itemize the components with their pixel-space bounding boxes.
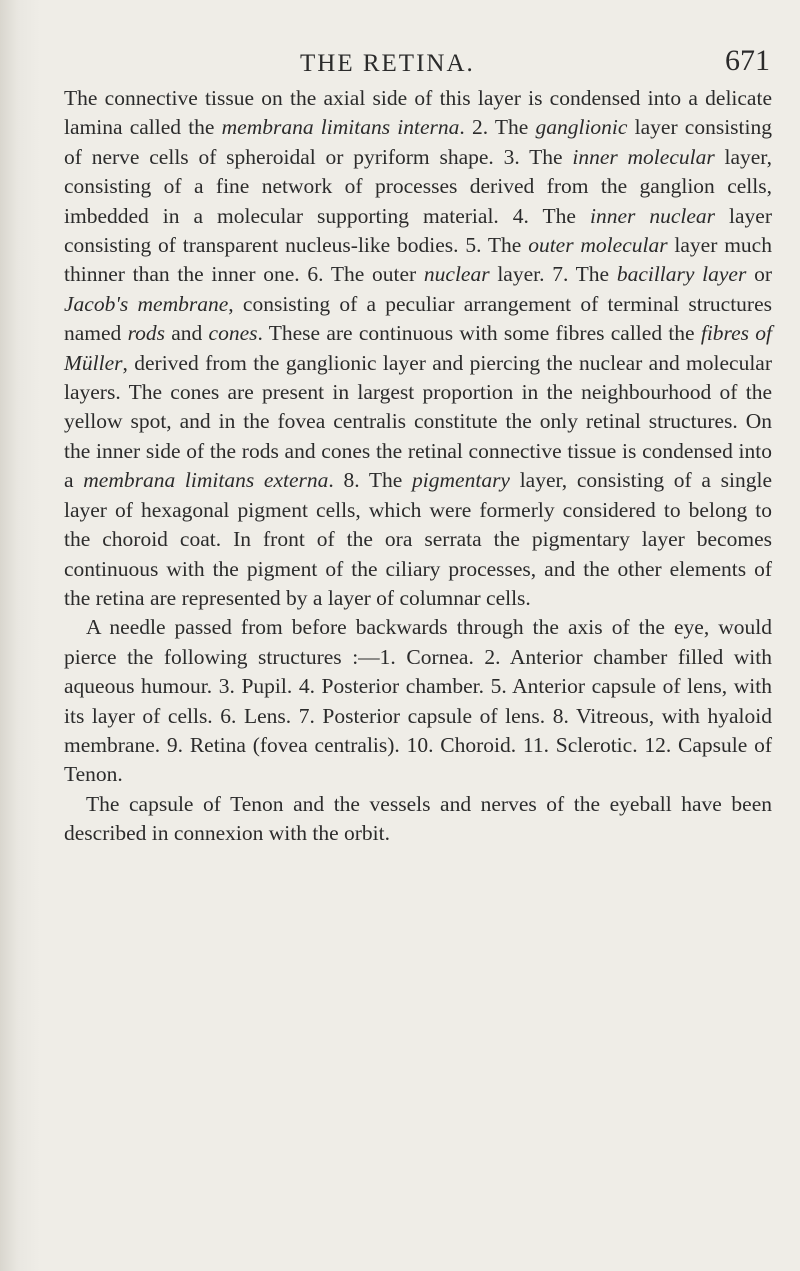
text-run: and [165, 321, 209, 346]
term-rods: rods [127, 321, 165, 346]
term-bacillary-layer: bacillary layer [616, 262, 747, 287]
page-header [300, 44, 770, 84]
term-inner-nuclear: inner nuclear [589, 203, 716, 228]
body-text [64, 84, 772, 849]
term-outer-molecular: outer molecular [528, 233, 668, 258]
text-run: . 2. The [459, 115, 536, 140]
term-jacobs-membrane: Jacob's membrane [64, 291, 229, 316]
term-nuclear: nuclear [423, 262, 490, 287]
term-membrana-limitans-interna: membrana limitans interna [221, 115, 460, 140]
text-run: layer, consisting of a fine network of processes derived from the ganglion cells, imbedded in a molecular supporting material. 4. The [64, 144, 772, 228]
text-run: , derived from the ganglionic layer and piercing the nuclear and molecular layers. The cones are present in largest proportion in the neighbourhood of the yellow spot, and in the fovea centralis constitute the only retinal structures. On the inner side of the rods and cones the retinal connective tissue is condensed into a [64, 350, 772, 493]
text-run: The connective tissue on the axial side of this layer is condensed into a delicate lamina called the [64, 86, 772, 140]
text-run: . These are continuous with some fibres called the [257, 321, 701, 346]
text-run: layer consisting of transparent nucleus-like bodies. 5. The [64, 203, 773, 258]
term-ganglionic: ganglionic [535, 115, 628, 140]
paragraph-retina-layers [64, 84, 772, 613]
text-run: or [746, 262, 772, 287]
paragraph-needle-path: A needle passed from before backwards through the axis of the eye, would pierce the following structures :—1. Cornea. 2. Anterior chamber filled with aqueous humour. 3. Pupil. 4. Posterior chamber. 5. Anterior capsule of lens, with its layer of cells. 6. Lens. 7. Posterior capsule of lens. 8. Vitreous, with hyaloid membrane. 9. Retina (fovea centralis). 10. Choroid. 11. Sclerotic. 12. Capsule of Tenon. [64, 615, 772, 787]
text-run: , consisting of a peculiar arrangement of terminal structures named [64, 291, 772, 346]
term-cones: cones [208, 321, 258, 346]
term-fibres-of-muller: fibres of Müller [64, 321, 772, 375]
text-run: layer, consisting of a single layer of hexagonal pigment cells, which were formerly considered to belong to the choroid coat. In front of the ora serrata the pigmentary layer becomes continuous with the pigment of the ciliary processes, and the other elements of the retina are represented by a layer of columnar cells. [64, 468, 772, 610]
text-run: layer. 7. The [489, 262, 617, 287]
paragraph-capsule-of-tenon: The capsule of Tenon and the vessels and nerves of the eyeball have been described in connexion with the orbit. [64, 791, 772, 846]
text-run: . 8. The [328, 468, 413, 493]
page-number: 671 [725, 44, 770, 77]
text-run: layer consisting of nerve cells of spheroidal or pyriform shape. 3. The [64, 115, 772, 169]
term-inner-molecular: inner molecular [572, 144, 715, 169]
term-pigmentary: pigmentary [412, 468, 510, 493]
running-head: THE RETINA. [300, 50, 475, 77]
text-run: layer much thinner than the inner one. 6. The outer [64, 233, 772, 287]
term-membrana-limitans-externa: membrana limitans externa [83, 468, 329, 493]
